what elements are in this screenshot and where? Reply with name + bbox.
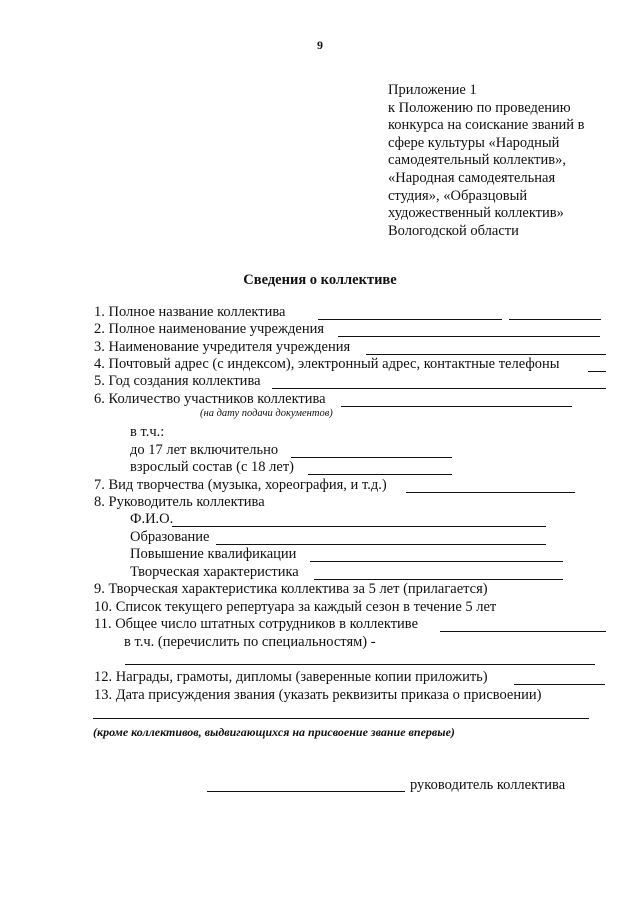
institution-name-field[interactable] [338,336,600,337]
item-founding-year-label: 5. Год создания коллектива [94,373,261,389]
item-founder-name-label: 3. Наименование учредителя учреждения [94,339,351,355]
annex-line: художественный коллектив» [388,205,564,222]
participants-note: (на дату подачи документов) [200,408,333,419]
item-address-label: 4. Почтовый адрес (с индексом), электронный адрес, контактные телефоны [94,356,560,372]
including-label: в т.ч.: [130,424,165,440]
staff-specialties-field[interactable] [125,664,595,665]
annex-line: к Положению по проведению [388,99,571,116]
leader-education-label: Образование [130,529,210,545]
annex-line: сфере культуры «Народный [388,134,560,151]
collective-name-field-2[interactable] [509,319,601,320]
annex-block [388,82,628,240]
annex-line: студия», «Образцовый [388,187,528,204]
annex-line: «Народная самодеятельная [388,169,556,186]
under-17-label: до 17 лет включительно [130,442,279,458]
founding-year-field[interactable] [272,388,606,389]
item-institution-name-label: 2. Полное наименование учреждения [94,321,325,337]
staff-count-field[interactable] [440,631,606,632]
item-participants-label: 6. Количество участников коллектива [94,391,326,407]
annex-line: Приложение 1 [388,82,477,98]
awards-field[interactable] [514,684,605,685]
leader-characteristic-label: Творческая характеристика [130,564,299,580]
collective-name-field[interactable] [318,319,502,320]
creativity-type-field[interactable] [406,492,575,493]
founder-name-field[interactable] [366,354,606,355]
leader-education-field[interactable] [216,544,546,545]
staff-specialties-label: в т.ч. (перечислить по специальностям) - [124,634,376,650]
leader-qualification-label: Повышение квалификации [130,546,297,562]
item-awards-label: 12. Награды, грамоты, дипломы (заверенные копии приложить) [94,669,488,685]
adults-field[interactable] [308,474,452,475]
item-collective-characteristic: 9. Творческая характеристика коллектива за 5 лет (прилагается) [94,581,488,597]
address-field[interactable] [588,371,606,372]
signature-label: руководитель коллектива [410,777,566,793]
item-repertoire-list: 10. Список текущего репертуара за каждый сезон в течение 5 лет [94,599,497,615]
adults-label: взрослый состав (с 18 лет) [130,459,294,475]
annex-line: конкурса на соискание званий в [388,117,585,134]
item-collective-name-label: 1. Полное название коллектива [94,304,286,320]
under-17-field[interactable] [291,457,452,458]
leader-qualification-field[interactable] [310,561,563,562]
item-title-date-label: 13. Дата присуждения звания (указать реквизиты приказа о присвоении) [94,687,542,703]
annex-line: самодеятельный коллектив», [388,152,566,169]
document-title: Сведения о коллективе [243,272,397,288]
item-creativity-type-label: 7. Вид творчества (музыка, хореография, и т.д.) [94,477,387,493]
leader-name-label: Ф.И.О. [130,511,174,527]
signature-field[interactable] [207,791,405,792]
annex-line: Вологодской области [388,222,519,239]
leader-characteristic-field[interactable] [314,579,563,580]
item-leader-label: 8. Руководитель коллектива [94,494,265,510]
item-staff-count-label: 11. Общее число штатных сотрудников в коллективе [94,616,418,632]
title-date-field[interactable] [93,718,589,719]
page-number: 9 [317,38,323,52]
participants-field[interactable] [341,406,572,407]
leader-name-field[interactable] [172,526,546,527]
title-date-note: (кроме коллективов, выдвигающихся на присвоение звание впервые) [93,725,455,739]
